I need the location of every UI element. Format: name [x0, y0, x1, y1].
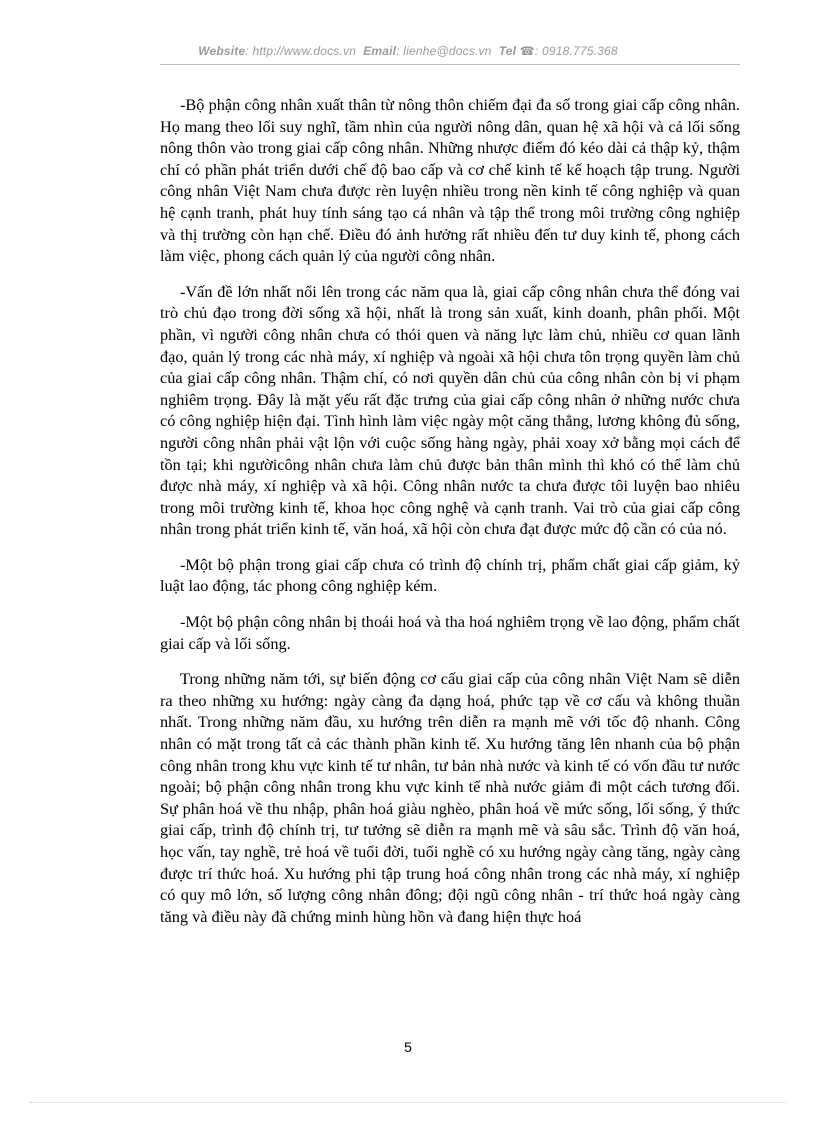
document-body [160, 94, 740, 941]
tel-value: : 0918.775.368 [534, 44, 618, 58]
header-divider [160, 64, 740, 65]
email-label: Email [363, 44, 397, 58]
paragraph-2: -Vấn đề lớn nhất nổi lên trong các năm qua là, giai cấp công nhân chưa thể đóng vai trò chủ đạo trong đời sống xã hội, nhất là trong sản xuất, kinh doanh, phân phối. Một phần, vì người công nhân chưa có thói quen và năng lực làm chủ, nhiều cơ quan lãnh đạo, quản lý trong các nhà máy, xí nghiệp và ngoài xã hội chưa tôn trọng quyền làm chủ của giai cấp công nhân. Thậm chí, có nơi quyền dân chủ của công nhân còn bị vi phạm nghiêm trọng. Đây là mặt yếu rất đặc trưng của giai cấp công nhân ở những nước chưa có công nghiệp hiện đại. Tình hình làm việc ngày một căng thẳng, lương không đủ sống, người công nhân phải vật lộn với cuộc sống hàng ngày, phải xoay xở bằng mọi cách để tồn tại; khi ngườicông nhân chưa làm chủ được bản thân mình thì khó có thể làm chủ được nhà máy, xí nghiệp và xã hội. Công nhân nước ta chưa được tôi luyện bao nhiêu trong môi trường kinh tế, khoa học công nghệ và cạnh tranh. Vai trò của giai cấp công nhân trong phát triển kinh tế, văn hoá, xã hội còn chưa đạt được mức độ cần có của nó. [160, 281, 740, 539]
paragraph-3: -Một bộ phận trong giai cấp chưa có trình độ chính trị, phẩm chất giai cấp giảm, kỷ luật lao động, tác phong công nghiệp kém. [160, 554, 740, 596]
paragraph-1: -Bộ phận công nhân xuất thân từ nông thôn chiếm đại đa số trong giai cấp công nhân. Họ mang theo lối suy nghĩ, tầm nhìn của người nông dân, quan hệ xã hội và cả lối sống nông thôn vào trong giai cấp công nhân. Những nhược điểm đó kéo dài cả thập kỷ, thậm chí có phần phát triển dưới chế độ bao cấp và cơ chế kinh tế kế hoạch tập trung. Người công nhân Việt Nam chưa được rèn luyện nhiều trong nền kinh tế công nghiệp và quan hệ cạnh tranh, phát huy tính sáng tạo cá nhân và tập thể trong môi trường công nghiệp và thị trường còn hạn chế. Điều đó ảnh hưởng rất nhiều đến tư duy kinh tế, phong cách làm việc, phong cách quản lý của người công nhân. [160, 95, 740, 266]
website-label: Website [198, 44, 246, 58]
paragraph-4: -Một bộ phận công nhân bị thoái hoá và tha hoá nghiêm trọng về lao động, phẩm chất giai cấp và lối sống. [160, 612, 740, 653]
page-number: 5 [404, 1039, 412, 1055]
page-bottom-divider [30, 1102, 786, 1103]
website-value: : http://www.docs.vn [245, 44, 357, 58]
email-value: : lienhe@docs.vn [396, 44, 492, 58]
page-header [0, 44, 816, 58]
phone-icon: ☎ [519, 44, 535, 58]
tel-label: Tel [498, 44, 517, 58]
paragraph-5: Trong những năm tới, sự biến động cơ cấu giai cấp của công nhân Việt Nam sẽ diễn ra theo những xu hướng: ngày càng đa dạng hoá, phức tạp về cơ cấu và không thuần nhất. Trong những năm đầu, xu hướng trên diễn ra mạnh mẽ với tốc độ nhanh. Công nhân có mặt trong tất cả các thành phần kinh tế. Xu hướng tăng lên nhanh của bộ phận công nhân trong khu vực kinh tế tư nhân, tư bản nhà nước và kinh tế có vốn đầu tư nước ngoài; bộ phận công nhân trong khu vực kinh tế nhà nước giảm đi một cách tương đối. Sự phân hoá về thu nhập, phân hoá giàu nghèo, phân hoá về mức sống, lối sống, ý thức giai cấp, trình độ chính trị, tư tưởng sẽ diễn ra mạnh mẽ và sâu sắc. Trình độ văn hoá, học vấn, tay nghề, trẻ hoá về tuổi đời, tuổi nghề có xu hướng ngày càng tăng, ngày càng được trí thức hoá. Xu hướng phi tập trung hoá công nhân trong các nhà máy, xí nghiệp có quy mô lớn, số lượng công nhân đông; đội ngũ công nhân - trí thức hoá ngày càng tăng và điều này đã chứng minh hùng hồn và đang hiện thực hoá [160, 669, 740, 926]
